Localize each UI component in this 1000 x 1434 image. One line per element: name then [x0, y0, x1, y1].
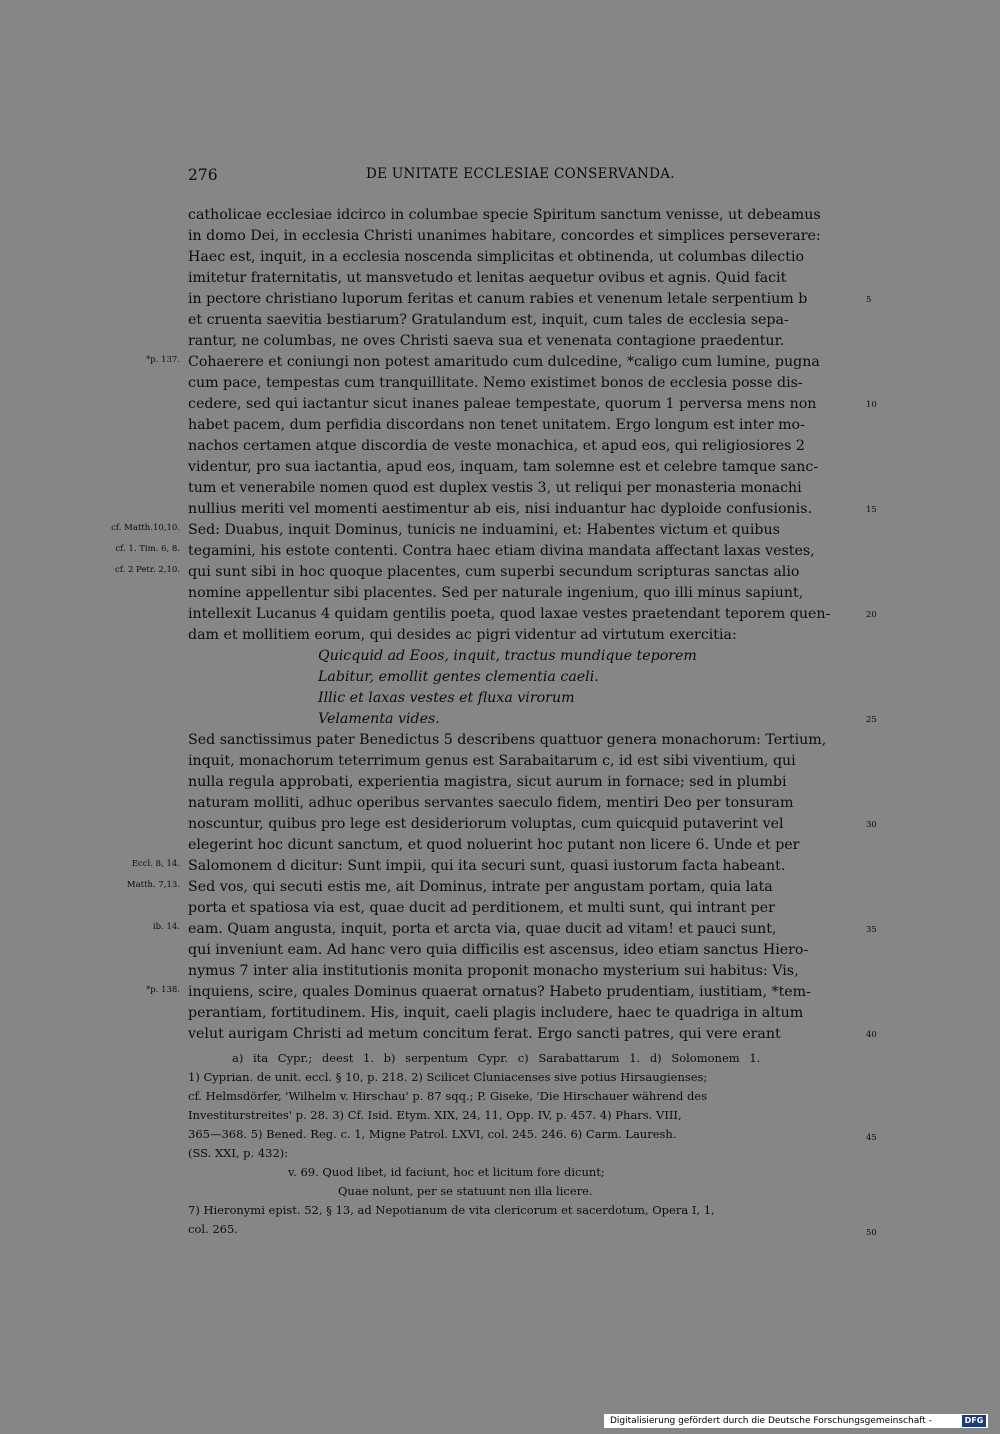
page-header — [0, 166, 1000, 190]
text-line: velut aurigam Christi ad metum concitum ferat. Ergo sancti patres, qui vere erant — [188, 1026, 781, 1042]
text-line: cum pace, tempestas cum tranquillitate. Nemo existimet bonos de ecclesia posse dis- — [188, 375, 803, 391]
footnote-line: 7) Hieronymi epist. 52, § 13, ad Nepotianum de vita clericorum et sacerdotum, Opera I, 1, — [188, 1203, 715, 1217]
text-line: nulla regula approbati, experientia magistra, sicut aurum in fornace; sed in plumbi — [188, 774, 787, 790]
margin-reference: *p. 137. — [145, 355, 180, 365]
text-line: eam. Quam angusta, inquit, porta et arcta via, quae ducit ad vitam! et pauci sunt, — [188, 921, 777, 937]
text-line: in pectore christiano luporum feritas et canum rabies et venenum letale serpentium b — [188, 291, 808, 307]
text-line: tum et venerabile nomen quod est duplex vestis 3, ut reliqui per monasteria monachi — [188, 480, 802, 496]
text-line: qui inveniunt eam. Ad hanc vero quia difficilis est ascensus, ideo etiam sanctus Hiero- — [188, 942, 809, 958]
text-line: in domo Dei, in ecclesia Christi unanimes habitare, concordes et simplices perseverare: — [188, 228, 821, 244]
running-title: DE UNITATE ECCLESIAE CONSERVANDA. — [366, 166, 675, 182]
text-line: dam et mollitiem eorum, qui desides ac pigri videntur ad virtutum exercitia: — [188, 627, 737, 643]
line-number: 45 — [866, 1133, 877, 1143]
text-line: Haec est, inquit, in a ecclesia noscenda simplicitas et obtinenda, ut columbas dilectio — [188, 249, 805, 265]
footnote-line: Quae nolunt, per se statuunt non illa licere. — [338, 1184, 593, 1198]
page-number: 276 — [188, 166, 218, 184]
text-line: Labitur, emollit gentes clementia caeli. — [318, 669, 599, 685]
footnote-line: 1) Cyprian. de unit. eccl. § 10, p. 218. 2) Scilicet Cluniacenses sive potius Hirsaugienses; — [188, 1070, 708, 1084]
text-line: et cruenta saevitia bestiarum? Gratulandum est, inquit, cum tales de ecclesia sepa- — [188, 312, 789, 328]
text-line: qui sunt sibi in hoc quoque placentes, cum superbi secundum scripturas sanctas alio — [188, 564, 800, 580]
text-line: naturam molliti, adhuc operibus servantes saeculo fidem, mentiri Deo per tonsuram — [188, 795, 794, 811]
text-line: nachos certamen atque discordia de veste monachica, et apud eos, qui religiosiores 2 — [188, 438, 805, 454]
text-line: videntur, pro sua iactantia, apud eos, inquam, tam solemne est et celebre tamque sanc- — [188, 459, 819, 475]
footnote-line: v. 69. Quod libet, id faciunt, hoc et licitum fore dicunt; — [288, 1165, 605, 1179]
margin-reference: Matth. 7,13. — [126, 880, 180, 890]
footnote-line: col. 265. — [188, 1222, 238, 1236]
line-number: 35 — [866, 925, 877, 935]
text-line: cedere, sed qui iactantur sicut inanes paleae tempestate, quorum 1 perversa mens non — [188, 396, 817, 412]
footnote-line: 365—368. 5) Bened. Reg. c. 1, Migne Patrol. LXVI, col. 245. 246. 6) Carm. Lauresh. — [188, 1127, 677, 1141]
margin-reference: cf. Matth.10,10. — [111, 523, 180, 533]
line-number: 30 — [866, 820, 877, 830]
text-line: Illic et laxas vestes et fluxa virorum — [318, 690, 575, 706]
margin-reference: *p. 138. — [145, 985, 180, 995]
line-number: 5 — [866, 295, 872, 305]
footnote-line: cf. Helmsdörfer, 'Wilhelm v. Hirschau' p. 87 sqq.; P. Giseke, 'Die Hirschauer während des — [188, 1089, 708, 1103]
text-line: porta et spatiosa via est, quae ducit ad perditionem, et multi sunt, qui intrant per — [188, 900, 775, 916]
footnote-line: Investiturstreites' p. 28. 3) Cf. Isid. Etym. XIX, 24, 11, Opp. IV, p. 457. 4) Phars. VIII, — [188, 1108, 682, 1122]
text-line: Salomonem d dicitur: Sunt impii, qui ita securi sunt, quasi iustorum facta habeant. — [188, 858, 786, 874]
text-line: Quicquid ad Eoos, inquit, tractus mundique teporem — [318, 648, 697, 664]
main-text — [188, 205, 858, 1045]
text-line: Sed: Duabus, inquit Dominus, tunicis ne induamini, et: Habentes victum et quibus — [188, 522, 780, 538]
text-line: Cohaerere et coniungi non potest amaritudo cum dulcedine, *caligo cum lumine, pugna — [188, 354, 820, 370]
footnote-line: (SS. XXI, p. 432): — [188, 1146, 289, 1160]
text-line: inquit, monachorum teterrimum genus est Sarabaitarum c, id est sibi viventium, qui — [188, 753, 796, 769]
margin-reference: cf. 1. Tim. 6, 8. — [115, 544, 180, 554]
text-line: inquiens, scire, quales Dominus quaerat ornatus? Habeto prudentiam, iustitiam, *tem- — [188, 984, 811, 1000]
margin-reference: cf. 2 Petr. 2,10. — [114, 565, 180, 575]
line-number: 25 — [866, 715, 877, 725]
margin-reference: Eccl. 8, 14. — [131, 859, 180, 869]
dfg-funding-banner[interactable] — [604, 1414, 988, 1428]
text-line: nymus 7 inter alia institutionis monita proponit monacho mysterium sui habitus: Vis, — [188, 963, 799, 979]
footnotes — [188, 1048, 858, 1239]
line-number: 15 — [866, 505, 877, 515]
line-number: 10 — [866, 400, 877, 410]
margin-reference: ib. 14. — [152, 922, 180, 932]
text-line: catholicae ecclesiae idcirco in columbae specie Spiritum sanctum venisse, ut debeamus — [188, 207, 821, 223]
critical-apparatus: a) ita Cypr.; deest 1. b) serpentum Cypr. c) Sarabattarum 1. d) Solomonem 1. — [232, 1051, 761, 1065]
text-line: perantiam, fortitudinem. His, inquit, caeli plagis includere, haec te quadriga in altum — [188, 1005, 804, 1021]
text-line: imitetur fraternitatis, ut mansvetudo et lenitas aequetur ovibus et agnis. Quid facit — [188, 270, 787, 286]
text-line: nullius meriti vel momenti aestimentur ab eis, nisi induantur hac dyploide confusionis. — [188, 501, 812, 517]
text-line: Sed sanctissimus pater Benedictus 5 describens quattuor genera monachorum: Tertium, — [188, 732, 827, 748]
text-line: habet pacem, dum perfidia discordans non tenet unitatem. Ergo longum est inter mo- — [188, 417, 805, 433]
line-number: 40 — [866, 1030, 877, 1040]
text-line: nomine appellentur sibi placentes. Sed per naturale ingenium, quo illi minus sapiunt, — [188, 585, 804, 601]
text-line: tegamini, his estote contenti. Contra haec etiam divina mandata affectant laxas vestes, — [188, 543, 815, 559]
text-line: noscuntur, quibus pro lege est desideriorum voluptas, cum quicquid putaverint vel — [188, 816, 784, 832]
text-line: elegerint hoc dicunt sanctum, et quod noluerint hoc putant non licere 6. Unde et per — [188, 837, 800, 853]
dfg-logo-icon: DFG — [962, 1415, 986, 1427]
text-line: Velamenta vides. — [318, 711, 440, 727]
line-number: 20 — [866, 610, 877, 620]
funding-notice: Digitalisierung gefördert durch die Deutsche Forschungsgemeinschaft - — [610, 1416, 932, 1426]
line-number: 50 — [866, 1228, 877, 1238]
text-line: intellexit Lucanus 4 quidam gentilis poeta, quod laxae vestes praetendant teporem quen- — [188, 606, 831, 622]
text-line: Sed vos, qui secuti estis me, ait Dominus, intrate per angustam portam, quia lata — [188, 879, 773, 895]
text-line: rantur, ne columbas, ne oves Christi saeva sua et venenata contagione praedentur. — [188, 333, 785, 349]
